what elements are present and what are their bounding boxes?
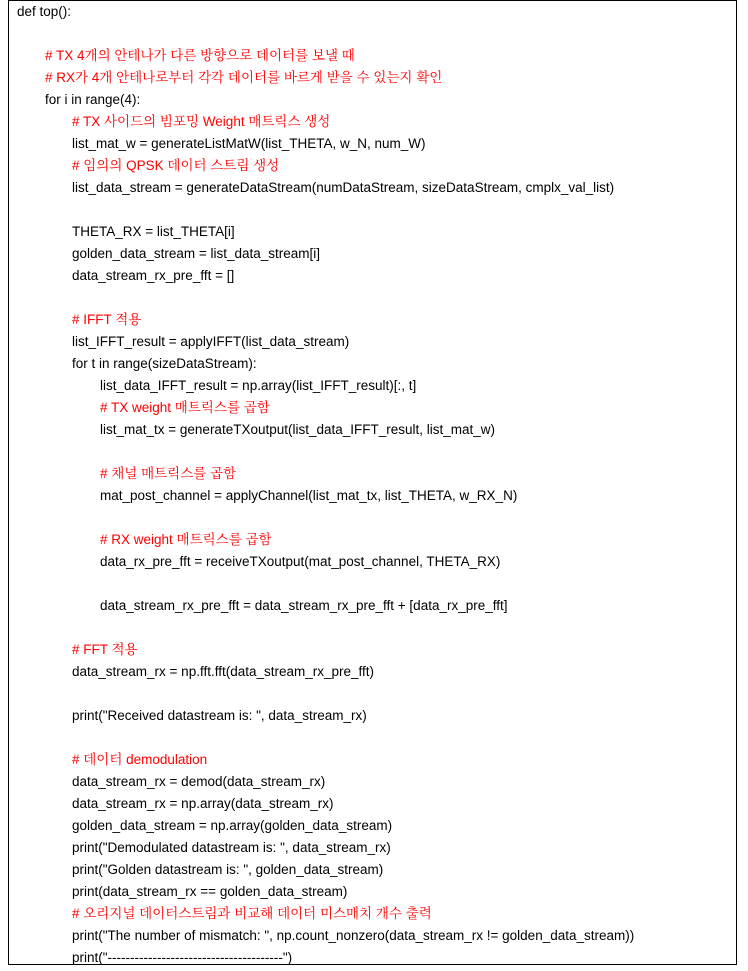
code-line: list_mat_tx = generateTXoutput(list_data_IFFT_result, list_mat_w): [100, 422, 496, 437]
code-comment-line: # 오리지널 데이터스트림과 비교해 데이터 미스매치 개수 출력: [72, 906, 432, 921]
code-line: print(data_stream_rx == golden_data_stream): [72, 884, 348, 899]
code-blank-line: [17, 727, 634, 749]
code-line: print("Received datastream is: ", data_stream_rx): [72, 708, 367, 723]
code-line: for i in range(4):: [45, 92, 141, 107]
code-comment-line: # TX weight 매트릭스를 곱함: [100, 400, 270, 415]
code-comment-line: # TX 4개의 안테나가 다른 방향으로 데이터를 보낼 때: [45, 48, 355, 63]
code-line: list_IFFT_result = applyIFFT(list_data_stream): [72, 334, 350, 349]
code-block: [17, 1, 634, 969]
code-comment-line: # RX가 4개 안테나로부터 각각 데이터를 바르게 받을 수 있는지 확인: [45, 70, 443, 85]
code-line: print("The number of mismatch: ", np.count_nonzero(data_stream_rx != golden_data_stream)): [72, 928, 635, 943]
code-line: golden_data_stream = np.array(golden_data_stream): [72, 818, 393, 833]
code-comment-line: # FFT 적용: [72, 642, 138, 657]
code-line: data_rx_pre_fft = receiveTXoutput(mat_post_channel, THETA_RX): [100, 554, 501, 569]
code-comment-line: # IFFT 적용: [72, 312, 142, 327]
code-blank-line: [17, 287, 634, 309]
code-blank-line: [17, 683, 634, 705]
code-line: data_stream_rx = np.fft.fft(data_stream_rx_pre_fft): [72, 664, 375, 679]
code-line: def top():: [17, 4, 72, 19]
code-blank-line: [17, 441, 634, 463]
code-blank-line: [17, 23, 634, 45]
code-comment-line: # RX weight 매트릭스를 곱함: [100, 532, 272, 547]
code-line: data_stream_rx = np.array(data_stream_rx): [72, 796, 334, 811]
code-line: print("---------------------------------------"): [72, 950, 293, 965]
code-line: THETA_RX = list_THETA[i]: [72, 224, 235, 239]
code-line: list_data_IFFT_result = np.array(list_IFFT_result)[:, t]: [100, 378, 417, 393]
code-line: data_stream_rx_pre_fft = data_stream_rx_pre_fft + [data_rx_pre_fft]: [100, 598, 508, 613]
code-line: data_stream_rx_pre_fft = []: [72, 268, 235, 283]
code-line: mat_post_channel = applyChannel(list_mat_tx, list_THETA, w_RX_N): [100, 488, 518, 503]
code-blank-line: [17, 507, 634, 529]
code-blank-line: [17, 573, 634, 595]
code-line: golden_data_stream = list_data_stream[i]: [72, 246, 321, 261]
code-comment-line: # 채널 매트릭스를 곱함: [100, 466, 237, 481]
code-comment-line: # 데이터 demodulation: [72, 752, 208, 767]
code-line: list_mat_w = generateListMatW(list_THETA, w_N, num_W): [72, 136, 426, 151]
code-line: data_stream_rx = demod(data_stream_rx): [72, 774, 326, 789]
code-blank-line: [17, 617, 634, 639]
code-blank-line: [17, 199, 634, 221]
code-line: print("Demodulated datastream is: ", data_stream_rx): [72, 840, 391, 855]
code-line: for t in range(sizeDataStream):: [72, 356, 257, 371]
code-comment-line: # 임의의 QPSK 데이터 스트림 생성: [72, 158, 280, 173]
code-line: list_data_stream = generateDataStream(numDataStream, sizeDataStream, cmplx_val_list): [72, 180, 615, 195]
code-line: print("Golden datastream is: ", golden_data_stream): [72, 862, 384, 877]
code-comment-line: # TX 사이드의 빔포밍 Weight 매트릭스 생성: [72, 114, 331, 129]
